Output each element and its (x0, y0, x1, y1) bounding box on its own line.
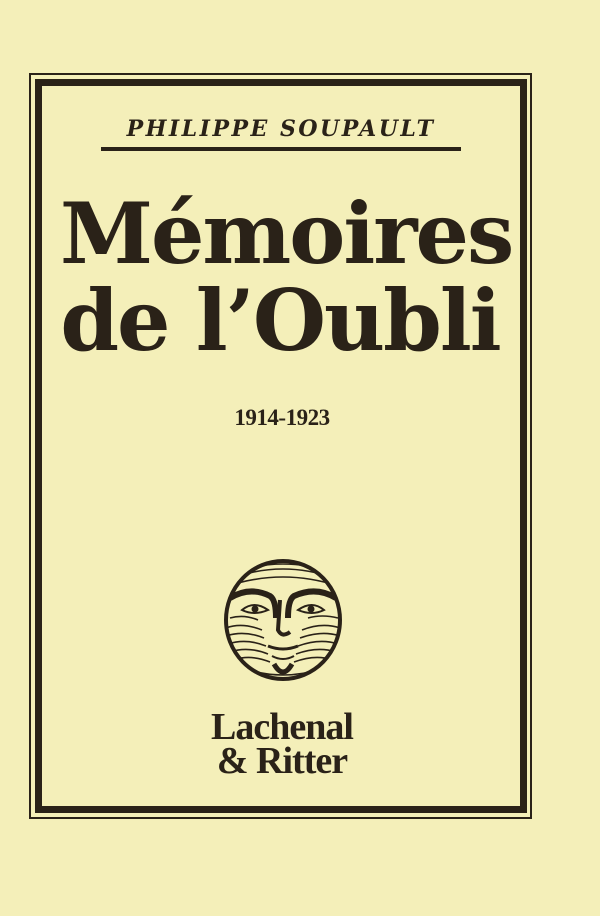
moon-face-icon (222, 558, 344, 682)
title-line-2: de l’Oubli (60, 271, 500, 370)
publisher-line-1: Lachenal (211, 706, 353, 748)
date-range: 1914-1923 (234, 405, 330, 430)
author-underline (101, 147, 461, 151)
author-name: PHILIPPE SOUPAULT (126, 116, 436, 142)
title-line-1: Mémoires (60, 184, 513, 283)
publisher-line-2: & Ritter (216, 740, 348, 782)
